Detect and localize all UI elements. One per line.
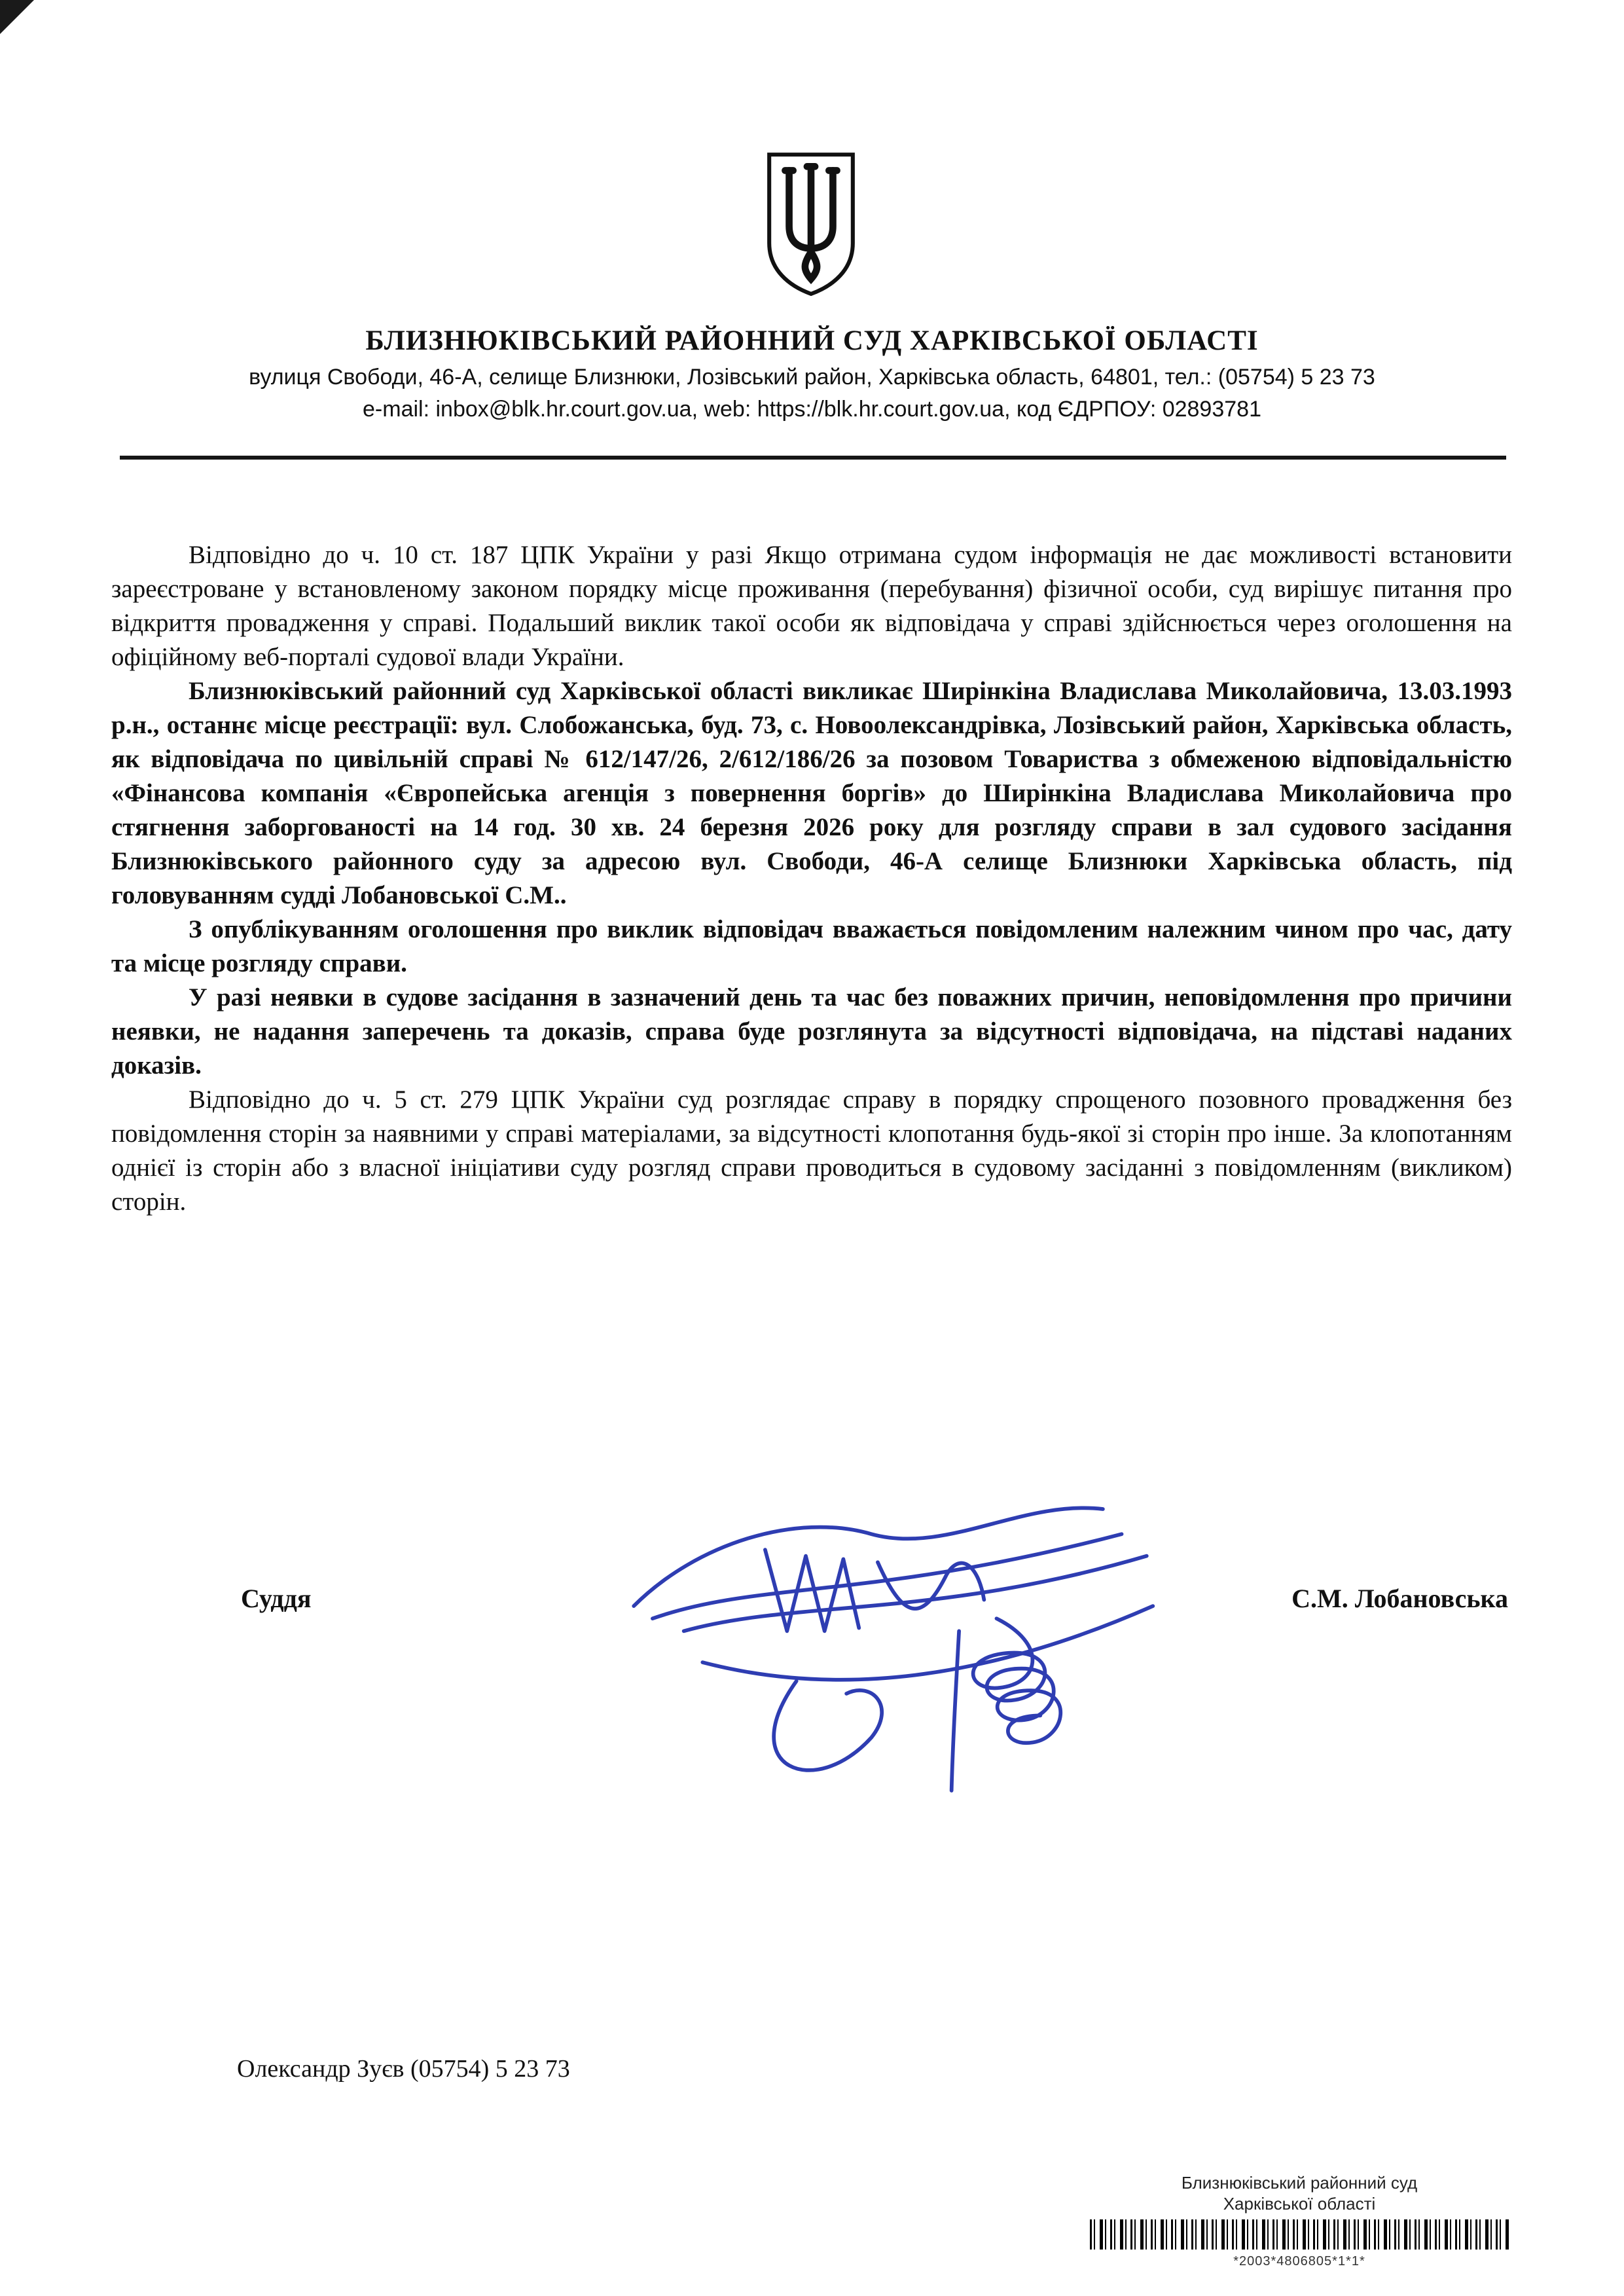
body-paragraph: Відповідно до ч. 5 ст. 279 ЦПК України суд розглядає справу в порядку спрощеного позовного провадження без повідомлення сторін за наявними у справі матеріалами, за відсутності клопотання будь-якої зі сторін про інше. За клопотанням однієї із сторін або з власної ініціативи суду розгляд справи проводиться в судовому засіданні з повідомленням (викликом) сторін.	[111, 1085, 1512, 1216]
ukraine-trident-emblem	[761, 145, 861, 301]
stamp-court-name-line1: Близнюківський районний суд	[1181, 2173, 1418, 2193]
letterhead	[0, 325, 1624, 429]
clerk-contact: Олександр Зуєв (05754) 5 23 73	[237, 2055, 570, 2083]
judge-signature-ink	[609, 1467, 1172, 1833]
stamp-court-name-line2: Харківської області	[1223, 2194, 1376, 2214]
letterhead-divider	[120, 456, 1506, 460]
court-contacts: e-mail: inbox@blk.hr.court.gov.ua, web: https://blk.hr.court.gov.ua, код ЄДРПОУ: 02893781	[363, 397, 1261, 422]
scan-artifact-corner	[0, 0, 34, 34]
body-paragraph: Відповідно до ч. 10 ст. 187 ЦПК України у разі Якщо отримана судом інформація не дає можливості встановити зареєстроване у встановленому законом порядку місце проживання (перебування) фізичної особи, суд вирішує питання про відкриття провадження у справі. Подальший виклик такої особи як відповідача у справі здійснюється через оголошення на офіційному веб-порталі судової влади України.	[111, 541, 1512, 671]
document-body	[111, 538, 1512, 1219]
signature-block	[111, 1583, 1512, 1614]
signer-name: С.М. Лобановська	[1291, 1584, 1508, 1613]
court-address: вулиця Свободи, 46-А, селище Близнюки, Лозівський район, Харківська область, 64801, тел.: (05754) 5 23 73	[249, 365, 1375, 390]
registration-stamp	[1074, 2172, 1525, 2272]
court-name: БЛИЗНЮКІВСЬКИЙ РАЙОННИЙ СУД ХАРКІВСЬКОЇ ОБЛАСТІ	[365, 325, 1259, 356]
signer-role: Суддя	[241, 1584, 312, 1613]
body-paragraph: Близнюківський районний суд Харківської області викликає Ширінкіна Владислава Миколайовича, 13.03.1993 р.н., останнє місце реєстрації: вул. Слобожанська, буд. 73, с. Новоолександрівка, Лозівський район, Харківська область, як відповідача по цивільній справі № 612/147/26, 2/612/186/26 за позовом Товариства з обмеженою відповідальністю «Фінансова компанія «Європейська агенція з повернення боргів» до Ширінкіна Владислава Миколайовича про стягнення заборгованості на 14 год. 30 хв. 24 березня 2026 року для розгляду справи в зал судового засідання Близнюківського районного суду за адресою вул. Свободи, 46-А селище Близнюки Харківська область, під головуванням судді Лобановської С.М..	[111, 677, 1512, 909]
barcode-number: *2003*4806805*1*1*	[1233, 2254, 1365, 2269]
barcode	[1090, 2219, 1509, 2250]
body-paragraph: У разі неявки в судове засідання в зазначений день та час без поважних причин, неповідомлення про причини неявки, не надання заперечень та доказів, справа буде розглянута за відсутності відповідача, на підставі наданих доказів.	[111, 983, 1512, 1080]
body-paragraph: З опублікуванням оголошення про виклик відповідач вважається повідомленим належним чином про час, дату та місце розгляду справи.	[111, 915, 1512, 977]
